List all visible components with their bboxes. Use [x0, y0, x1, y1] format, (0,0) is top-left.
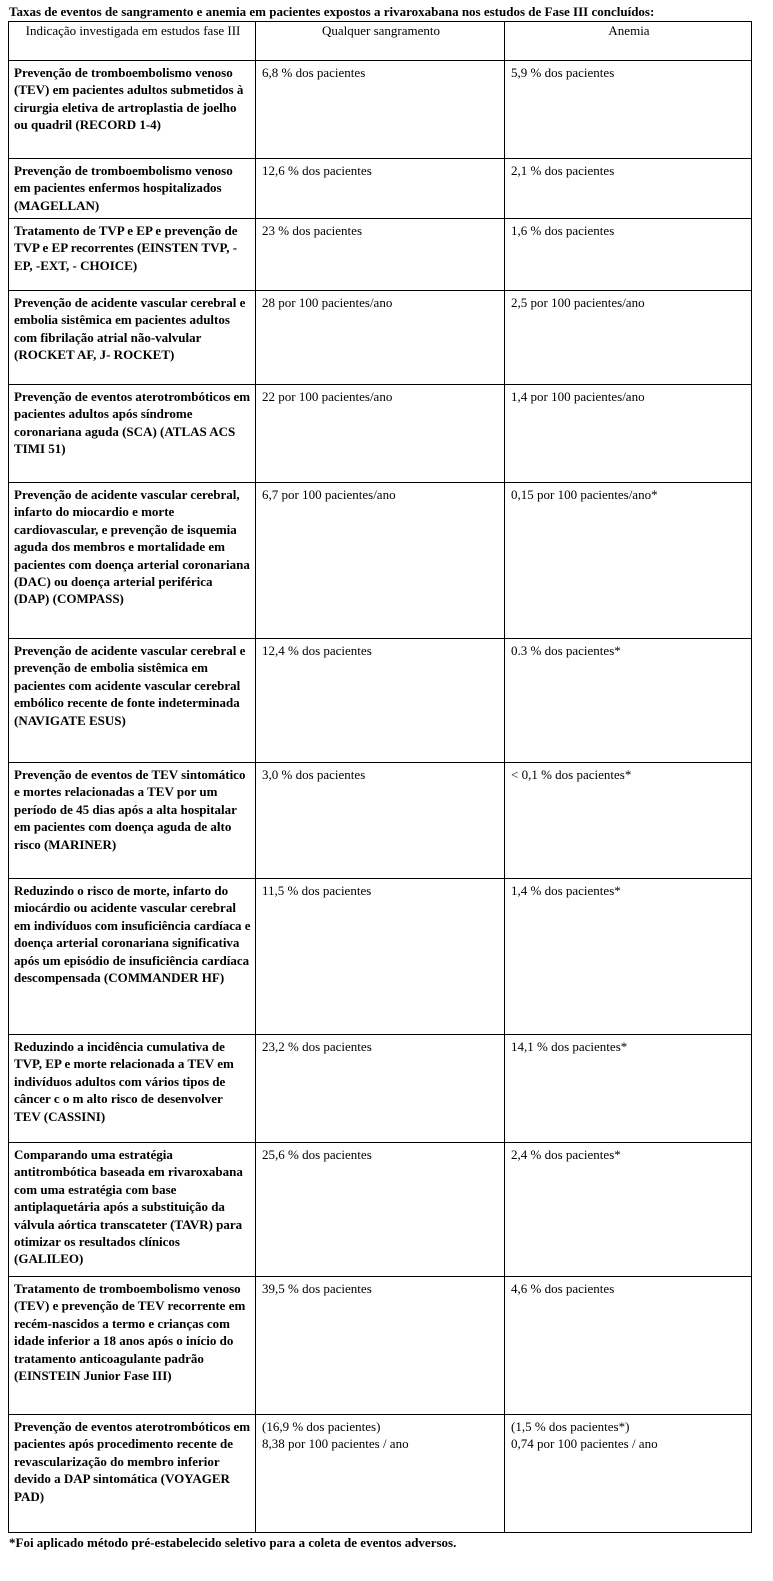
table-row — [9, 291, 752, 385]
anemia-cell: 2,1 % dos pacientes — [505, 159, 752, 219]
anemia-cell — [505, 1415, 752, 1533]
footnote: *Foi aplicado método pré-estabelecido seletivo para a coleta de eventos adversos. — [9, 1535, 457, 1550]
indication-cell: Prevenção de eventos aterotrombóticos em pacientes após procedimento recente de revascularização do membro inferior devido a DAP sintomática (VOYAGER PAD) — [9, 1415, 256, 1533]
indication-cell: Tratamento de TVP e EP e prevenção de TVP e EP recorrentes (EINSTEN TVP, -EP, -EXT, - CHOICE) — [9, 219, 256, 291]
anemia-cell: 0.3 % dos pacientes* — [505, 639, 752, 763]
bleeding-cell: 39,5 % dos pacientes — [256, 1277, 505, 1415]
indication-cell: Prevenção de eventos aterotrombóticos em pacientes adultos após síndrome coronariana aguda (SCA) (ATLAS ACS TIMI 51) — [9, 385, 256, 483]
table-row — [9, 1277, 752, 1415]
anemia-cell: 5,9 % dos pacientes — [505, 61, 752, 159]
table-row — [9, 639, 752, 763]
header-indication: Indicação investigada em estudos fase III — [9, 22, 256, 61]
table-row — [9, 879, 752, 1035]
bleeding-anemia-table — [8, 21, 752, 1533]
table-row — [9, 763, 752, 879]
anemia-cell: 1,4 por 100 pacientes/ano — [505, 385, 752, 483]
anemia-value: (1,5 % dos pacientes*) — [511, 1419, 630, 1434]
indication-cell: Prevenção de tromboembolismo venoso (TEV) em pacientes adultos submetidos à cirurgia eletiva de artroplastia de joelho ou quadril (RECORD 1-4) — [9, 61, 256, 159]
header-bleeding: Qualquer sangramento — [256, 22, 505, 61]
table-row — [9, 159, 752, 219]
table-row — [9, 61, 752, 159]
bleeding-cell: 6,7 por 100 pacientes/ano — [256, 483, 505, 639]
bleeding-cell — [256, 1415, 505, 1533]
bleeding-cell: 6,8 % dos pacientes — [256, 61, 505, 159]
table-row — [9, 1035, 752, 1143]
anemia-cell: 4,6 % dos pacientes — [505, 1277, 752, 1415]
table-header-row — [9, 22, 752, 61]
bleeding-value: (16,9 % dos pacientes) — [262, 1419, 381, 1434]
bleeding-rate: 8,38 por 100 pacientes / ano — [262, 1436, 409, 1452]
anemia-rate: 0,74 por 100 pacientes / ano — [511, 1436, 658, 1452]
indication-cell: Prevenção de acidente vascular cerebral e embolia sistêmica em pacientes adultos com fibrilação atrial não-valvular (ROCKET AF, J- ROCKET) — [9, 291, 256, 385]
table-caption: Taxas de eventos de sangramento e anemia em pacientes expostos a rivaroxabana nos estudos de Fase III concluídos: — [9, 4, 655, 19]
bleeding-cell: 11,5 % dos pacientes — [256, 879, 505, 1035]
anemia-cell: 14,1 % dos pacientes* — [505, 1035, 752, 1143]
bleeding-cell: 12,4 % dos pacientes — [256, 639, 505, 763]
table-row — [9, 1415, 752, 1533]
anemia-cell: 1,6 % dos pacientes — [505, 219, 752, 291]
anemia-cell: 2,4 % dos pacientes* — [505, 1143, 752, 1277]
indication-cell: Prevenção de eventos de TEV sintomático e mortes relacionadas a TEV por um período de 45 dias após a alta hospitalar em pacientes com doença aguda de alto risco (MARINER) — [9, 763, 256, 879]
bleeding-cell: 23 % dos pacientes — [256, 219, 505, 291]
table-row — [9, 219, 752, 291]
indication-cell: Prevenção de acidente vascular cerebral e prevenção de embolia sistêmica em pacientes com acidente vascular cerebral embólico recente de fonte indeterminada (NAVIGATE ESUS) — [9, 639, 256, 763]
bleeding-cell: 22 por 100 pacientes/ano — [256, 385, 505, 483]
bleeding-cell: 28 por 100 pacientes/ano — [256, 291, 505, 385]
indication-cell: Reduzindo o risco de morte, infarto do miocárdio ou acidente vascular cerebral em indivíduos com insuficiência cardíaca e doença arterial coronariana significativa após um episódio de insuficiência cardíaca descompensada (COMMANDER HF) — [9, 879, 256, 1035]
anemia-cell: 1,4 % dos pacientes* — [505, 879, 752, 1035]
table-row — [9, 483, 752, 639]
anemia-cell: 2,5 por 100 pacientes/ano — [505, 291, 752, 385]
table-row — [9, 385, 752, 483]
bleeding-cell: 3,0 % dos pacientes — [256, 763, 505, 879]
indication-cell: Prevenção de acidente vascular cerebral, infarto do miocardio e morte cardiovascular, e prevenção de isquemia aguda dos membros e mortalidade em pacientes com doença arterial coronariana (DAC) ou doença arterial periférica (DAP) (COMPASS) — [9, 483, 256, 639]
bleeding-cell: 23,2 % dos pacientes — [256, 1035, 505, 1143]
table-row — [9, 1143, 752, 1277]
header-anemia: Anemia — [505, 22, 752, 61]
indication-cell: Comparando uma estratégia antitrombótica baseada em rivaroxabana com uma estratégia com base antiplaquetária após a substituição da válvula aórtica transcateter (TAVR) para otimizar os resultados clínicos (GALILEO) — [9, 1143, 256, 1277]
anemia-cell: < 0,1 % dos pacientes* — [505, 763, 752, 879]
indication-cell: Reduzindo a incidência cumulativa de TVP, EP e morte relacionada a TEV em indivíduos adultos com vários tipos de câncer c o m alto risco de desenvolver TEV (CASSINI) — [9, 1035, 256, 1143]
bleeding-cell: 25,6 % dos pacientes — [256, 1143, 505, 1277]
anemia-cell: 0,15 por 100 pacientes/ano* — [505, 483, 752, 639]
bleeding-cell: 12,6 % dos pacientes — [256, 159, 505, 219]
indication-cell: Prevenção de tromboembolismo venoso em pacientes enfermos hospitalizados (MAGELLAN) — [9, 159, 256, 219]
indication-cell: Tratamento de tromboembolismo venoso (TEV) e prevenção de TEV recorrente em recém-nascidos a termo e crianças com idade inferior a 18 anos após o início do tratamento anticoagulante padrão (EINSTEIN Junior Fase III) — [9, 1277, 256, 1415]
